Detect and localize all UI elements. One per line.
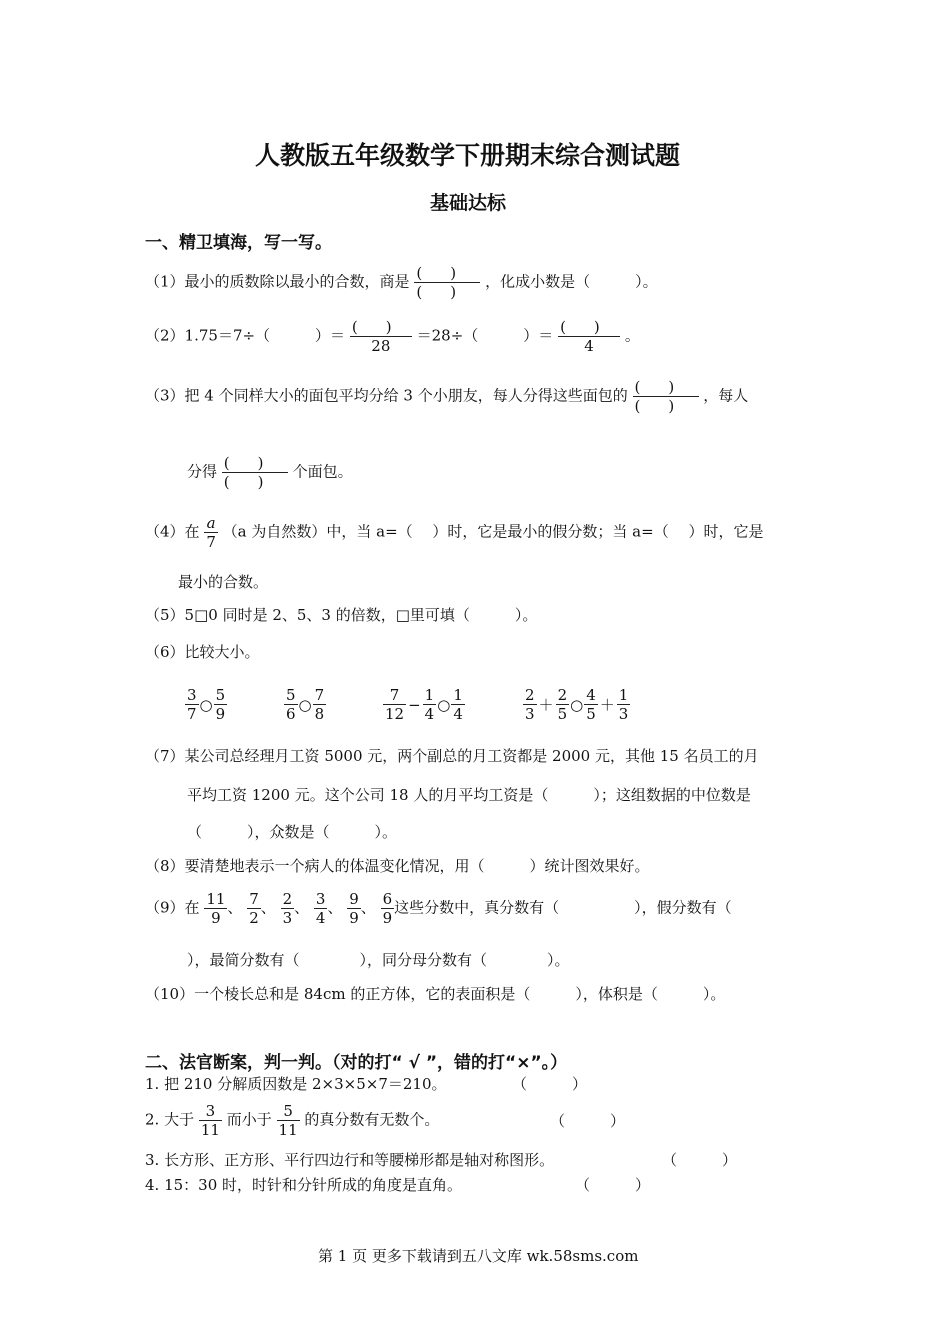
- question-9: （9）在 $\frac{11}{9}$ 、 $\frac{7}{2}$ 、 $\frac{2}{3}$ 、 $\frac{3}{4}$ 、 $\frac{9}{9}$ 、 $\frac{6}{9}$ 这些分数中，真分数有（ ），假分数有（: [145, 890, 732, 927]
- blank-fraction[interactable]: $\frac{()}{()}$: [634, 378, 703, 415]
- compare-circle[interactable]: ○: [570, 695, 584, 714]
- judge-item-2: 2. 大于 $\frac{3}{11}$ 而小于 $\frac{5}{11}$ 的真分数有无数个。: [145, 1102, 440, 1139]
- fraction: $\frac{a}{7}$: [206, 514, 216, 551]
- question-5: （5）5□0 同时是 2、5、3 的倍数，□里可填（ ）。: [145, 606, 538, 624]
- blank-fraction[interactable]: $\frac{()}{()}$: [416, 264, 485, 301]
- section-1-heading: 一、精卫填海，写一写。: [145, 233, 332, 253]
- compare-item-2: $\frac{5}{6}$ ○ $\frac{7}{8}$: [286, 686, 325, 723]
- judge-blank-3[interactable]: （ ）: [662, 1151, 738, 1169]
- compare-circle[interactable]: ○: [199, 695, 213, 714]
- question-3: （3）把 4 个同样大小的面包平均分给 3 个小朋友，每人分得这些面包的 $\frac{()}{()}$ ，每人: [145, 378, 749, 415]
- question-9-cont: ），最简分数有（ ），同分母分数有（ ）。: [187, 951, 570, 969]
- page-title: 人教版五年级数学下册期末综合测试题: [255, 141, 681, 170]
- question-1: （1）最小的质数除以最小的合数，商是 $\frac{()}{()}$ ，化成小数是（ ）。: [145, 264, 658, 301]
- question-4: （4）在 $\frac{a}{7}$ （a 为自然数）中，当 a=（ ）时，它是最小的假分数；当 a=（ ）时，它是: [145, 514, 764, 551]
- question-3-cont: 分得 $\frac{()}{()}$ 个面包。: [187, 454, 353, 491]
- judge-item-1: 1. 把 210 分解质因数是 2×3×5×7＝210。: [145, 1075, 447, 1093]
- question-4-cont: 最小的合数。: [178, 573, 269, 591]
- blank-fraction[interactable]: $\frac{()}{28}$: [351, 318, 420, 355]
- compare-item-1: $\frac{3}{7}$ ○ $\frac{5}{9}$: [187, 686, 226, 723]
- question-2: （2）1.75＝7÷（ ）＝ $\frac{()}{28}$ ＝28÷（ ）＝ $\frac{()}{4}$ 。: [145, 318, 640, 355]
- judge-blank-1[interactable]: （ ）: [512, 1075, 588, 1093]
- question-10: （10）一个棱长总和是 84cm 的正方体，它的表面积是（ ），体积是（ ）。: [145, 985, 726, 1003]
- section-2-heading: 二、法官断案，判一判。（对的打“ √ ”，错的打“×”。）: [145, 1053, 568, 1073]
- question-6: （6）比较大小。: [145, 643, 260, 661]
- judge-blank-2[interactable]: （ ）: [550, 1112, 626, 1130]
- question-7-line-2: 平均工资 1200 元。这个公司 18 人的月平均工资是（ ）；这组数据的中位数是: [187, 786, 751, 804]
- page-footer: 第 1 页 更多下载请到五八文库 wk.58sms.com: [318, 1247, 639, 1265]
- compare-item-4: $\frac{2}{3}$ ＋ $\frac{2}{5}$ ○ $\frac{4}{5}$ ＋ $\frac{1}{3}$: [525, 686, 629, 723]
- blank-fraction[interactable]: $\frac{()}{4}$: [560, 318, 628, 355]
- blank-fraction[interactable]: $\frac{()}{()}$: [223, 454, 292, 491]
- judge-blank-4[interactable]: （ ）: [575, 1176, 651, 1194]
- judge-item-3: 3. 长方形、正方形、平行四边行和等腰梯形都是轴对称图形。: [145, 1151, 555, 1169]
- compare-circle[interactable]: ○: [437, 695, 451, 714]
- question-8: （8）要清楚地表示一个病人的体温变化情况，用（ ）统计图效果好。: [145, 857, 650, 875]
- question-7: （7）某公司总经理月工资 5000 元，两个副总的月工资都是 2000 元，其他 15 名员工的月: [145, 747, 759, 765]
- judge-item-4: 4. 15：30 时，时针和分针所成的角度是直角。: [145, 1176, 463, 1194]
- compare-circle[interactable]: ○: [298, 695, 312, 714]
- page-subtitle: 基础达标: [430, 192, 507, 214]
- compare-item-3: $\frac{7}{12}$ − $\frac{1}{4}$ ○ $\frac{1}{4}$: [385, 686, 463, 723]
- question-7-line-3: （ ），众数是（ ）。: [187, 823, 398, 841]
